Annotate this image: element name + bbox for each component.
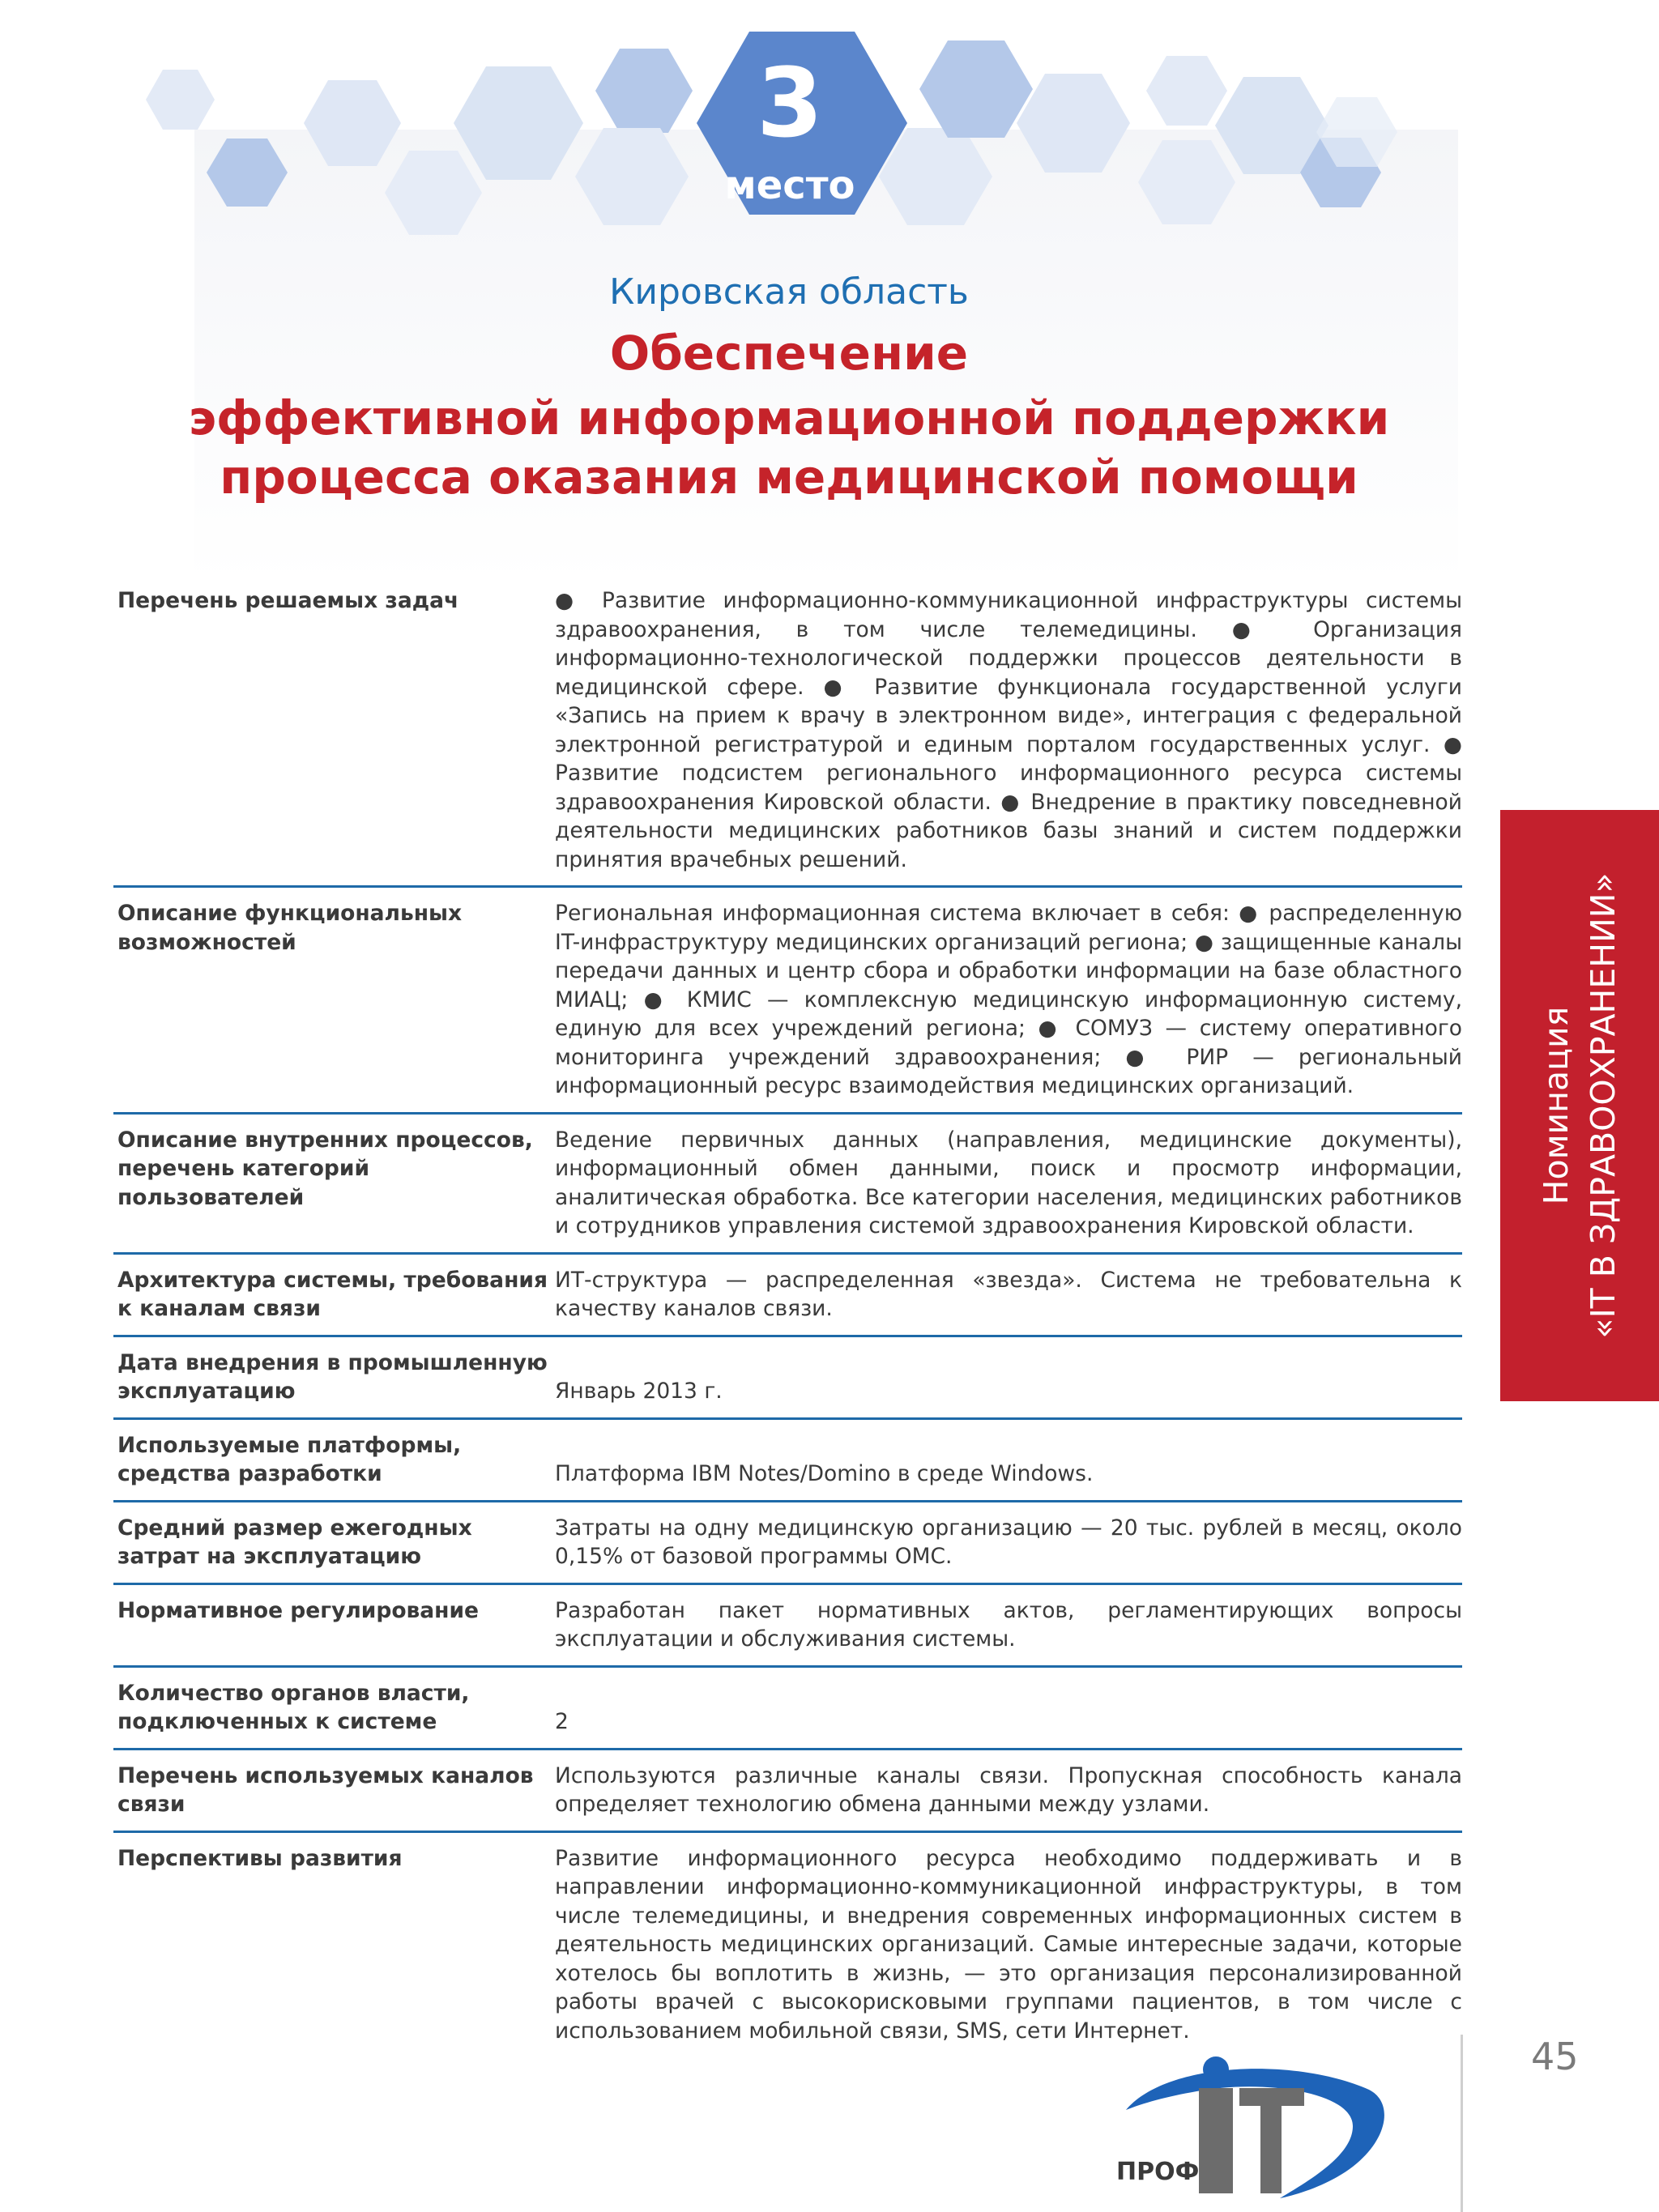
row-value: ● Развитие информационно-коммуникационной инфраструктуры системы здравоохранения, в том числе телемедицины. ● Организация информационно-технологической поддержки процессов деятельности в медицинской сфере. ● Развитие функционала государственной услуги «Запись на прием к врачу в электронном виде», интеграция с федеральной электронной регистратурой и единым порталом государственных услуг. ● Развитие подсистем регионального информационного ресурса системы здравоохранения Кировской области. ● Внедрение в практику повседневной деятельности медицинских работников базы знаний и систем поддержки принятия врачебных решений. bbox=[555, 588, 1462, 872]
row-label: Описание внутренних процессов, перечень категорий пользователей bbox=[117, 1127, 533, 1210]
title-line-2: эффективной информационной поддержки bbox=[188, 390, 1390, 445]
table-row bbox=[113, 1501, 1462, 1583]
table-row bbox=[113, 887, 1462, 1114]
hexagon bbox=[304, 80, 401, 166]
row-value: ИТ-структура — распределенная «звезда». Система не требовательна к качеству каналов связи. bbox=[555, 1267, 1462, 1321]
region-name: Кировская область bbox=[609, 271, 969, 313]
nomination-text bbox=[1533, 872, 1627, 1338]
hexagon bbox=[385, 151, 482, 235]
place-number: 3 bbox=[756, 47, 824, 159]
row-label: Перечень решаемых задач bbox=[117, 588, 459, 613]
table-row bbox=[113, 1253, 1462, 1336]
hexagon bbox=[454, 66, 583, 180]
row-label: Средний размер ежегодных затрат на эксплуатацию bbox=[117, 1515, 472, 1569]
row-value: Затраты на одну медицинскую организацию — 20 тыс. рублей в месяц, около 0,15% от базовой программы ОМС. bbox=[555, 1515, 1462, 1569]
row-value: Разработан пакет нормативных актов, регламентирующих вопросы эксплуатации и обслуживания системы. bbox=[555, 1597, 1462, 1652]
hexagon bbox=[575, 128, 689, 225]
hexagon bbox=[1138, 140, 1235, 224]
row-value: Используются различные каналы связи. Пропускная способность канала определяет технологию обмена данными между узлами. bbox=[555, 1762, 1462, 1817]
table-row bbox=[113, 1113, 1462, 1253]
logo-dot bbox=[1203, 2056, 1229, 2082]
row-value: Развитие информационного ресурса необходимо поддерживать и в направлении информационно-коммуникационной инфраструктуры, в том числе телемедицины, и внедрения современных информационных систем в деятельность медицинских организаций. Самые интересные задачи, которые хотелось бы воплотить в жизнь, — это организация персонализированной работы врачей с высокорисковыми группами пациентов, в том числе с использованием мобильной связи, SMS, сети Интернет. bbox=[555, 1845, 1462, 2044]
table-row bbox=[113, 1336, 1462, 1418]
row-label: Описание функциональных возможностей bbox=[117, 901, 463, 955]
row-label: Количество органов власти, подключенных к системе bbox=[117, 1680, 470, 1734]
table-row bbox=[113, 1418, 1462, 1501]
hexagon bbox=[919, 40, 1033, 138]
hexagon bbox=[1146, 56, 1227, 126]
row-value: Региональная информационная система включает в себя: ● распределенную IT-инфраструктуру медицинских организаций региона; ● защищенные каналы передачи данных и центр сбора и обработки информации на базе областного МИАЦ; ● КМИС — комплексную медицинскую информационную систему, единую для всех учреждений региона; ● СОМУЗ — систему оперативного мониторинга учреждений здравоохранения; ● РИР — региональный информационный ресурс взаимодействия медицинских организаций. bbox=[555, 901, 1462, 1098]
nomination-line-2: «IT В ЗДРАВООХРАНЕНИИ» bbox=[1584, 872, 1623, 1339]
table-row bbox=[113, 1831, 1462, 2056]
page-number: 45 bbox=[1531, 2035, 1579, 2078]
logo-prefix: ПРОФ bbox=[1116, 2158, 1200, 2186]
row-label: Архитектура системы, требования к каналам связи bbox=[117, 1267, 548, 1321]
row-label: Дата внедрения в промышленную эксплуатацию bbox=[117, 1349, 548, 1404]
title-line-1: Обеспечение bbox=[609, 326, 969, 381]
table-row bbox=[113, 575, 1462, 887]
row-label: Используемые платформы, средства разработки bbox=[117, 1432, 462, 1486]
row-label: Нормативное регулирование bbox=[117, 1597, 480, 1623]
hexagon bbox=[595, 49, 693, 133]
row-label: Перечень используемых каналов связи bbox=[117, 1762, 534, 1817]
logo-letter-t bbox=[1239, 2088, 1304, 2193]
title-line-3: процесса оказания медицинской помощи bbox=[220, 450, 1358, 505]
logo-letter-i bbox=[1199, 2088, 1233, 2193]
table-row bbox=[113, 1749, 1462, 1831]
row-value: Ведение первичных данных (направления, медицинские документы), информационный обмен данными, поиск и просмотр информации, аналитическая обработка. Все категории населения, медицинских работников и сотрудников управления системой здравоохранения Кировской области. bbox=[555, 1127, 1462, 1238]
table-row bbox=[113, 1666, 1462, 1749]
row-value: Платформа IBM Notes/Domino в среде Windows. bbox=[555, 1461, 1094, 1486]
row-label: Перспективы развития bbox=[117, 1845, 403, 1871]
nomination-line-1: Номинация bbox=[1537, 1006, 1576, 1205]
info-table bbox=[113, 575, 1462, 2056]
place-label: место bbox=[724, 163, 855, 208]
footer-divider bbox=[1461, 2035, 1463, 2212]
row-value: Январь 2013 г. bbox=[555, 1379, 723, 1404]
hexagon bbox=[1017, 74, 1130, 173]
table-row bbox=[113, 1583, 1462, 1666]
row-value: 2 bbox=[555, 1709, 569, 1734]
hexagon bbox=[207, 139, 288, 207]
nomination-tab bbox=[1500, 810, 1659, 1401]
hexagon bbox=[146, 70, 215, 130]
